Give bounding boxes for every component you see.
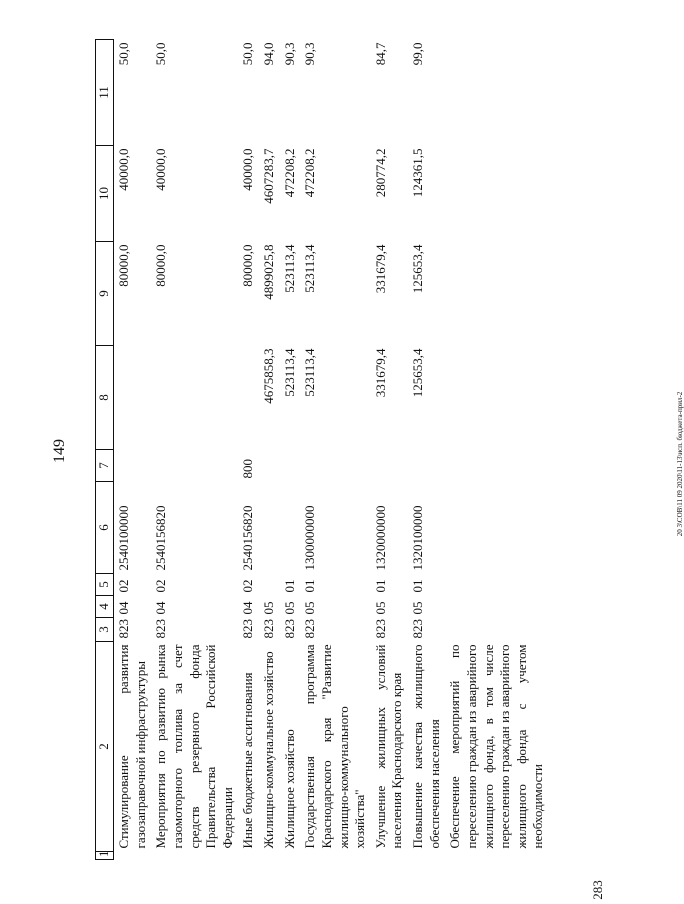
- row-value-cell-c5: 01: [302, 579, 318, 593]
- row-value-cell-c6: 2540156820: [240, 505, 256, 571]
- row-value-cell-c11: 50,0: [240, 42, 256, 66]
- row-value-cell-c5: 02: [153, 579, 169, 593]
- table-row: [238, 40, 259, 860]
- row-value-cell-c11: 84,7: [372, 42, 388, 66]
- row-value-cell-c10: 40000,0: [153, 148, 169, 191]
- row-name-cell: Жилищно-коммунальное хозяйство: [261, 651, 276, 849]
- spacer-cell: [114, 852, 152, 860]
- row-value-cell-c4: [445, 596, 549, 618]
- row-value-cell-c9: 80000,0: [153, 244, 169, 287]
- row-value-cell-c10: 280774,2: [372, 148, 388, 198]
- row-value-cell-c3: 823: [116, 619, 131, 639]
- row-value-cell-c4: 04: [116, 601, 131, 615]
- file-path-note: 20 3\СОВ\11 09 2020\11-13\исп. бюджета-прил-2: [676, 391, 684, 537]
- row-value-cell-c10: 4607283,7: [261, 148, 276, 204]
- row-value-cell-c10: 472208,2: [302, 148, 318, 198]
- row-value-cell-c6: 2540156820: [153, 505, 169, 571]
- spacer-cell: [151, 852, 238, 860]
- row-value-cell-c5: 01: [410, 579, 425, 593]
- row-value-cell-c3: 823: [153, 619, 169, 639]
- row-value-cell-c6: [445, 482, 549, 574]
- row-value-cell-c8: [238, 346, 259, 450]
- row-value-cell-c8: [151, 346, 238, 450]
- row-value-cell-c7: [259, 450, 280, 482]
- header-cell: 7: [96, 450, 114, 482]
- row-value-cell-c9: 523113,4: [302, 244, 318, 293]
- row-value-cell-c3: 823: [302, 619, 318, 639]
- row-value-cell-c6: 2540100000: [116, 505, 131, 571]
- row-value-cell-c10: [445, 146, 549, 242]
- row-value-cell-c9: 80000,0: [116, 244, 131, 287]
- row-name-cell: Мероприятия по развитию рынка газомоторного топлива за счет средств резервного фонда Правительства Российской Федерации: [153, 644, 235, 849]
- header-cell: 1: [96, 852, 114, 860]
- corner-page-number: 283: [589, 880, 605, 900]
- row-value-cell-c6: 1300000000: [302, 505, 318, 571]
- row-value-cell-c9: 331679,4: [372, 244, 388, 294]
- row-value-cell-c10: 472208,2: [281, 148, 297, 198]
- row-value-cell-c5: 02: [116, 579, 131, 593]
- table-row: [408, 40, 445, 860]
- row-value-cell-c8: 523113,4: [302, 348, 318, 397]
- table-row: [280, 40, 301, 860]
- row-value-cell-c3: [445, 618, 549, 642]
- table-body: [114, 40, 550, 860]
- row-value-cell-c8: 331679,4: [372, 348, 388, 398]
- row-value-cell-c4: 05: [372, 601, 388, 615]
- row-value-cell-c3: 823: [261, 619, 276, 639]
- header-cell: 10: [96, 146, 114, 242]
- header-cell: 11: [96, 40, 114, 146]
- row-value-cell-c11: 94,0: [261, 42, 276, 66]
- row-value-cell-c4: 04: [153, 601, 169, 615]
- table-row: [445, 40, 549, 860]
- header-cell: 8: [96, 346, 114, 450]
- header-cell: 4: [96, 596, 114, 618]
- spacer-cell: [408, 852, 445, 860]
- row-value-cell-c4: 05: [281, 601, 297, 615]
- row-value-cell-c4: 05: [410, 601, 425, 615]
- table-row: [259, 40, 280, 860]
- row-value-cell-c8: [114, 346, 152, 450]
- header-cell: 2: [96, 642, 114, 852]
- row-value-cell-c9: 4899025,8: [261, 244, 276, 300]
- budget-table: [95, 39, 549, 860]
- row-value-cell-c7: [151, 450, 238, 482]
- spacer-cell: [280, 852, 301, 860]
- table-header-row: [96, 40, 114, 860]
- header-cell: 6: [96, 482, 114, 574]
- row-value-cell-c5: [445, 574, 549, 596]
- row-value-cell-c6: [280, 482, 301, 574]
- row-value-cell-c8: [445, 346, 549, 450]
- row-value-cell-c10: 40000,0: [116, 148, 131, 191]
- row-value-cell-c3: 823: [410, 619, 425, 639]
- spacer-cell: [238, 852, 259, 860]
- table-row: [114, 40, 152, 860]
- spacer-cell: [371, 852, 408, 860]
- row-value-cell-c11: 50,0: [153, 42, 169, 66]
- row-value-cell-c5: [259, 574, 280, 596]
- row-value-cell-c9: [445, 242, 549, 346]
- row-name-cell: Повышение качества жилищного обеспечения населения: [410, 644, 442, 849]
- row-value-cell-c11: 50,0: [116, 42, 131, 66]
- header-cell: 5: [96, 574, 114, 596]
- row-value-cell-c7: [280, 450, 301, 482]
- row-value-cell-c11: [445, 40, 549, 146]
- row-value-cell-c11: 90,3: [281, 42, 297, 66]
- row-value-cell-c3: 823: [240, 619, 256, 639]
- row-value-cell-c5: 02: [240, 579, 256, 593]
- row-value-cell-c7: [408, 450, 445, 482]
- row-value-cell-c7: [445, 450, 549, 482]
- row-value-cell-c8: 125653,4: [410, 348, 425, 398]
- row-value-cell-c10: 40000,0: [240, 148, 256, 191]
- row-value-cell-c7: [371, 450, 408, 482]
- row-name-cell: Жилищное хозяйство: [281, 729, 297, 849]
- row-value-cell-c9: 80000,0: [240, 244, 256, 287]
- table-row: [371, 40, 408, 860]
- rotated-table-container: [95, 40, 546, 860]
- row-name-cell: Государственная программа Краснодарского края "Развитие жилищно-коммунального хозяйства": [302, 644, 368, 849]
- row-value-cell-c4: 04: [240, 601, 256, 615]
- row-value-cell-c11: 90,3: [302, 42, 318, 66]
- row-value-cell-c4: 05: [302, 601, 318, 615]
- row-value-cell-c7: [114, 450, 152, 482]
- row-value-cell-c8: 4675858,3: [261, 348, 276, 404]
- row-value-cell-c6: [259, 482, 280, 574]
- row-name-cell: Стимулирование развития газозаправочной инфраструктуры: [116, 644, 148, 849]
- row-value-cell-c6: 1320000000: [372, 505, 388, 571]
- header-cell: 9: [96, 242, 114, 346]
- row-value-cell-c9: 125653,4: [410, 244, 425, 294]
- row-name-cell: Иные бюджетные ассигнования: [240, 672, 256, 849]
- table-row: [151, 40, 238, 860]
- spacer-cell: [259, 852, 280, 860]
- row-value-cell-c6: 1320100000: [410, 505, 425, 571]
- row-value-cell-c10: 124361,5: [410, 148, 425, 198]
- spacer-cell: [445, 852, 549, 860]
- page-number: 149: [51, 439, 68, 463]
- row-value-cell-c5: 01: [281, 579, 297, 593]
- row-value-cell-c5: 01: [372, 579, 388, 593]
- row-value-cell-c3: 823: [281, 619, 297, 639]
- table-row: [300, 40, 371, 860]
- row-value-cell-c7: [300, 450, 371, 482]
- row-value-cell-c7: 800: [240, 459, 256, 479]
- spacer-cell: [300, 852, 371, 860]
- row-value-cell-c4: 05: [261, 601, 276, 615]
- header-cell: 3: [96, 618, 114, 642]
- row-name-cell: Обеспечение мероприятий по переселению граждан из аварийного жилищного фонда, в том числе переселению граждан из аварийного жилищного фонда с учетом необходимости: [447, 644, 546, 849]
- row-name-cell: Улучшение жилищных условий населения Краснодарского края: [372, 644, 405, 849]
- row-value-cell-c3: 823: [372, 619, 388, 639]
- row-value-cell-c8: 523113,4: [281, 348, 297, 397]
- row-value-cell-c11: 99,0: [410, 42, 425, 66]
- row-value-cell-c9: 523113,4: [281, 244, 297, 293]
